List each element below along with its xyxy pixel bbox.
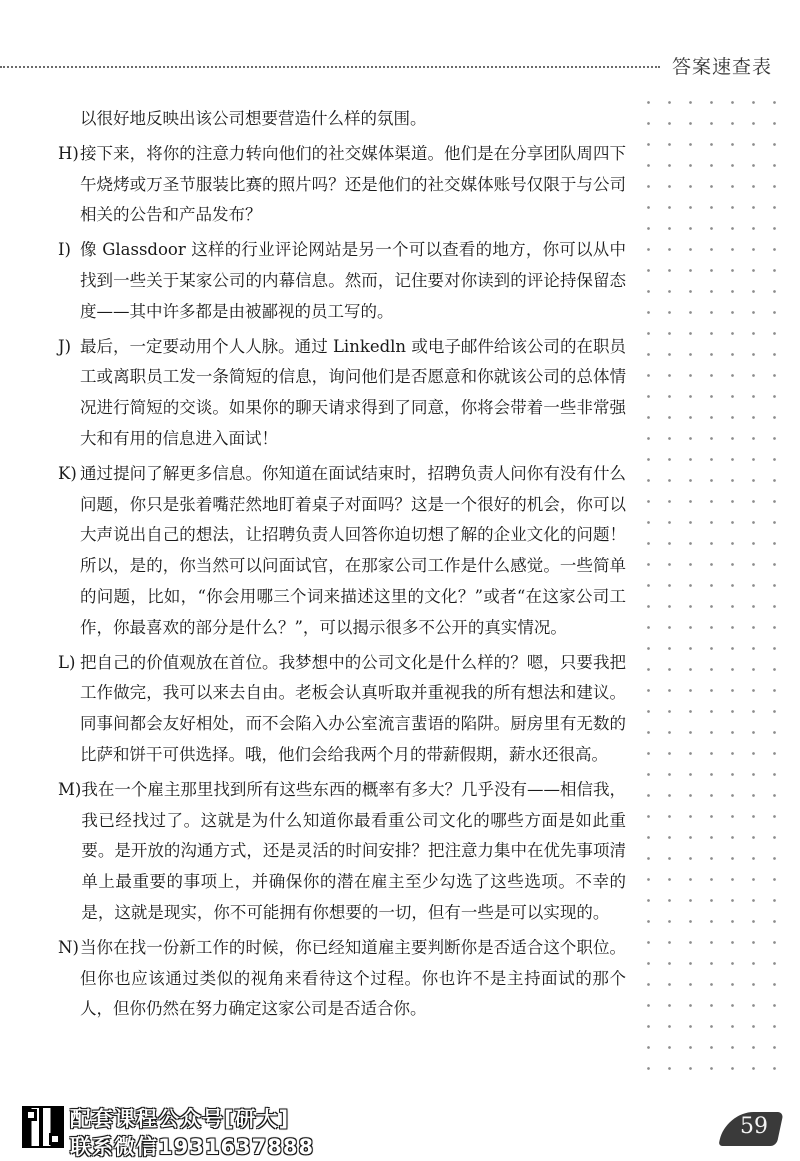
paragraph-label: K) [58, 463, 77, 483]
page-number: 59 [740, 1114, 768, 1139]
paragraph-j [58, 332, 626, 455]
paragraph-label: J) [58, 336, 72, 356]
text-column [58, 104, 626, 1029]
watermark-line-2: 联系微信1931637888 [70, 1135, 315, 1159]
paragraph-text: 当你在找一份新工作的时候，你已经知道雇主要判断你是否适合这个职位。但你也应该通过类似的视角来看待这个过程。你也许不是主持面试的那个人，但你仍然在努力确定这家公司是否适合你。 [80, 937, 626, 1019]
paragraph-i [58, 235, 626, 327]
paragraph-label: H) [58, 143, 79, 163]
paragraph-text: 最后，一定要动用个人人脉。通过 Linkedln 或电子邮件给该公司的在职员工或离职员工发一条简短的信息，询问他们是否愿意和你就该公司的总体情况进行简短的交谈。如果你的聊天请求得到了同意，你将会带着一些非常强大和有用的信息进入面试！ [80, 336, 626, 448]
paragraph-label: L) [58, 652, 76, 672]
paragraph-l [58, 648, 626, 771]
paragraph-k [58, 459, 626, 644]
paragraph-label: M) [58, 779, 82, 799]
paragraph-h [58, 139, 626, 231]
continuation-text: 以很好地反映出该公司想要营造什么样的氛围。 [80, 109, 427, 128]
paragraph-n [58, 933, 626, 1025]
paragraph-text: 接下来，将你的注意力转向他们的社交媒体渠道。他们是在分享团队周四下午烧烤或万圣节服装比赛的照片吗？还是他们的社交媒体账号仅限于与公司相关的公告和产品发布？ [80, 143, 626, 225]
paragraph-text: 通过提问了解更多信息。你知道在面试结束时，招聘负责人问你有没有什么问题，你只是张着嘴茫然地盯着桌子对面吗？这是一个很好的机会，你可以大声说出自己的想法，让招聘负责人回答你迫切想了解的企业文化的问题！所以，是的，你当然可以问面试官，在那家公司工作是什么感觉。一些简单的问题，比如，“你会用哪三个词来描述这里的文化？”或者“在这家公司工作，你最喜欢的部分是什么？”，可以揭示很多不公开的真实情况。 [80, 463, 626, 637]
watermark-line-1: 配套课程公众号[研大] [70, 1107, 290, 1131]
paragraph-label: N) [58, 937, 79, 957]
header-rule [0, 66, 660, 68]
paragraph-m [58, 775, 626, 929]
paragraph-text: 我在一个雇主那里找到所有这些东西的概率有多大？几乎没有——相信我，我已经找过了。这就是为什么知道你最看重公司文化的哪些方面是如此重要。是开放的沟通方式，还是灵活的时间安排？把注意力集中在优先事项清单上最重要的事项上，并确保你的潜在雇主至少勾选了这些选项。不幸的是，这就是现实，你不可能拥有你想要的一切，但有一些是可以实现的。 [81, 779, 626, 922]
paragraph-text: 像 Glassdoor 这样的行业评论网站是另一个可以查看的地方，你可以从中找到一些关于某家公司的内幕信息。然而，记住要对你读到的评论持保留态度——其中许多都是由被鄙视的员工写的。 [80, 240, 626, 321]
paragraph-label: I) [58, 240, 71, 260]
paragraph-text: 把自己的价值观放在首位。我梦想中的公司文化是什么样的？嗯，只要我把工作做完，我可以来去自由。老板会认真听取并重视我的所有想法和建议。同事间都会友好相处，而不会陷入办公室流言蜚语的陷阱。厨房里有无数的比萨和饼干可供选择。哦，他们会给我两个月的带薪假期，薪水还很高。 [80, 652, 626, 764]
qr-code-icon [22, 1106, 64, 1148]
dot-grid-margin [638, 92, 783, 1082]
running-header: 答案速查表 [672, 56, 773, 78]
